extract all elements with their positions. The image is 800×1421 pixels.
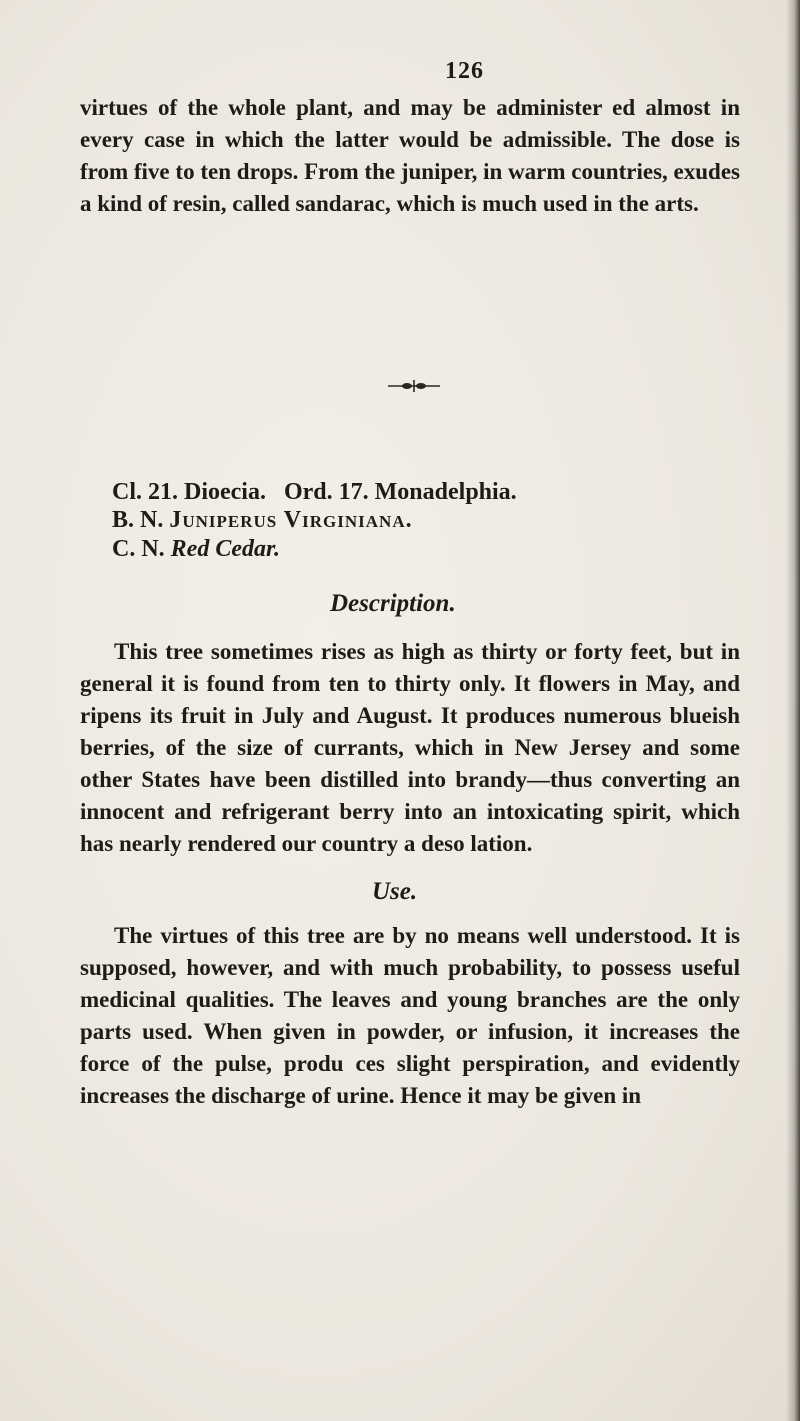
description-paragraph: This tree sometimes rises as high as thirty or forty feet, but in general it is found from ten to thirty only. It flowers in May, and ripens its fruit in July and August. It produces numerous blueish berries, of the size of currants, which in New Jersey and some other States have been distilled into brandy—thus converting an innocent and refrigerant berry into an intoxicating spirit, which has nearly rendered our country a deso lation. — [80, 639, 740, 856]
common-prefix: C. N. — [112, 536, 165, 562]
use-heading: Use. — [372, 878, 418, 905]
description-heading: Description. — [330, 590, 456, 617]
botanical-name-line — [112, 504, 413, 536]
botanical-prefix: B. N. — [112, 507, 164, 533]
order-label: Ord. 17. Monadelphia. — [283, 479, 517, 505]
page-number: 126 — [445, 58, 484, 84]
use-paragraph: The virtues of this tree are by no means well understood. It is supposed, however, and with much probability, to possess useful medicinal qualities. The leaves and young branches are the only parts used. When given in powder, or infusion, it increases the force of the pulse, produ ces slight perspiration, and evidently increases the discharge of urine. Hence it may be given in — [80, 923, 740, 1108]
section-divider-ornament — [388, 380, 440, 392]
page-edge-shadow — [786, 0, 800, 1421]
common-name-line — [112, 533, 280, 565]
botanical-name: Juniperus Virginiana. — [169, 507, 413, 533]
common-name: Red Cedar. — [170, 536, 281, 562]
intro-paragraph: virtues of the whole plant, and may be administer ed almost in every case in which the latter would be admissible. The dose is from five to ten drops. From the juniper, in warm countries, exudes a kind of resin, called sandarac, which is much used in the arts. — [80, 95, 740, 216]
class-label: Cl. 21. Dioecia. — [112, 479, 266, 505]
